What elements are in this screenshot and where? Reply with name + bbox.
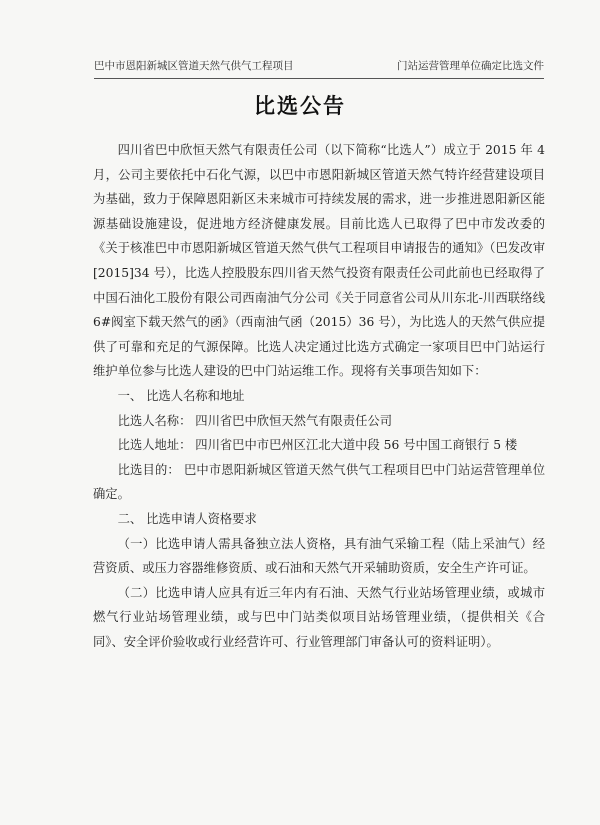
requirement-item-1: （一）比选申请人需具备独立法人资格，具有油气采输工程（陆上采油气）经营资质、或压力容器维修资质、或石油和天然气开采辅助资质，安全生产许可证。 [93,536,545,576]
document-body [93,138,545,654]
section-heading-1: 一、 比选人名称和地址 [117,388,245,403]
selector-address-line: 比选人地址： 四川省巴中市巴州区江北大道中段 56 号中国工商银行 5 楼 [117,438,518,453]
selector-name-line: 比选人名称： 四川省巴中欣恒天然气有限责任公司 [117,413,393,428]
intro-paragraph: 四川省巴中欣恒天然气有限责任公司（以下简称“比选人”）成立于 2015 年 4 月，公司主要依托中石化气源，以巴中市恩阳新城区管道天然气特许经营建设项目为基础，致力于保障恩阳新区未来城市可持续发展的需求，进一步推进恩阳新区能源基础设施建设，促进地方经济健康发展。目前比选人已取得了巴中市发改委的《关于核准巴中市恩阳新城区管道天然气供气工程项目申请报告的通知》（巴发改审[2015]34 号），比选人控股股东四川省天然气投资有限责任公司此前也已经取得了中国石油化工股份有限公司西南油气分公司《关于同意省公司从川东北-川西联络线 6#阀室下载天然气的函》（西南油气函（2015）36 号），为比选人的天然气供应提供了可靠和充足的气源保障。比选人决定通过比选方式确定一家项目巴中门站运行维护单位参与比选人建设的巴中门站运维工作。现将有关事项告知如下： [93,143,545,379]
selection-purpose-line: 比选目的： 巴中市恩阳新城区管道天然气供气工程项目巴中门站运营管理单位确定。 [93,462,545,502]
header-divider [94,78,544,79]
page-header [94,57,544,75]
header-project-name: 巴中市恩阳新城区管道天然气供气工程项目 [94,60,294,72]
requirement-item-2: （二）比选申请人应具有近三年内有石油、天然气行业站场管理业绩，或城市燃气行业站场管理业绩，或与巴中门站类似项目站场管理业绩，（提供相关《合同》、安全评价验收或行业经营许可、行业管理部门审备认可的资料证明）。 [93,585,545,649]
page-title: 比选公告 [254,93,346,118]
section-heading-2: 二、 比选申请人资格要求 [117,511,257,526]
header-document-name: 门站运营管理单位确定比选文件 [397,60,544,72]
